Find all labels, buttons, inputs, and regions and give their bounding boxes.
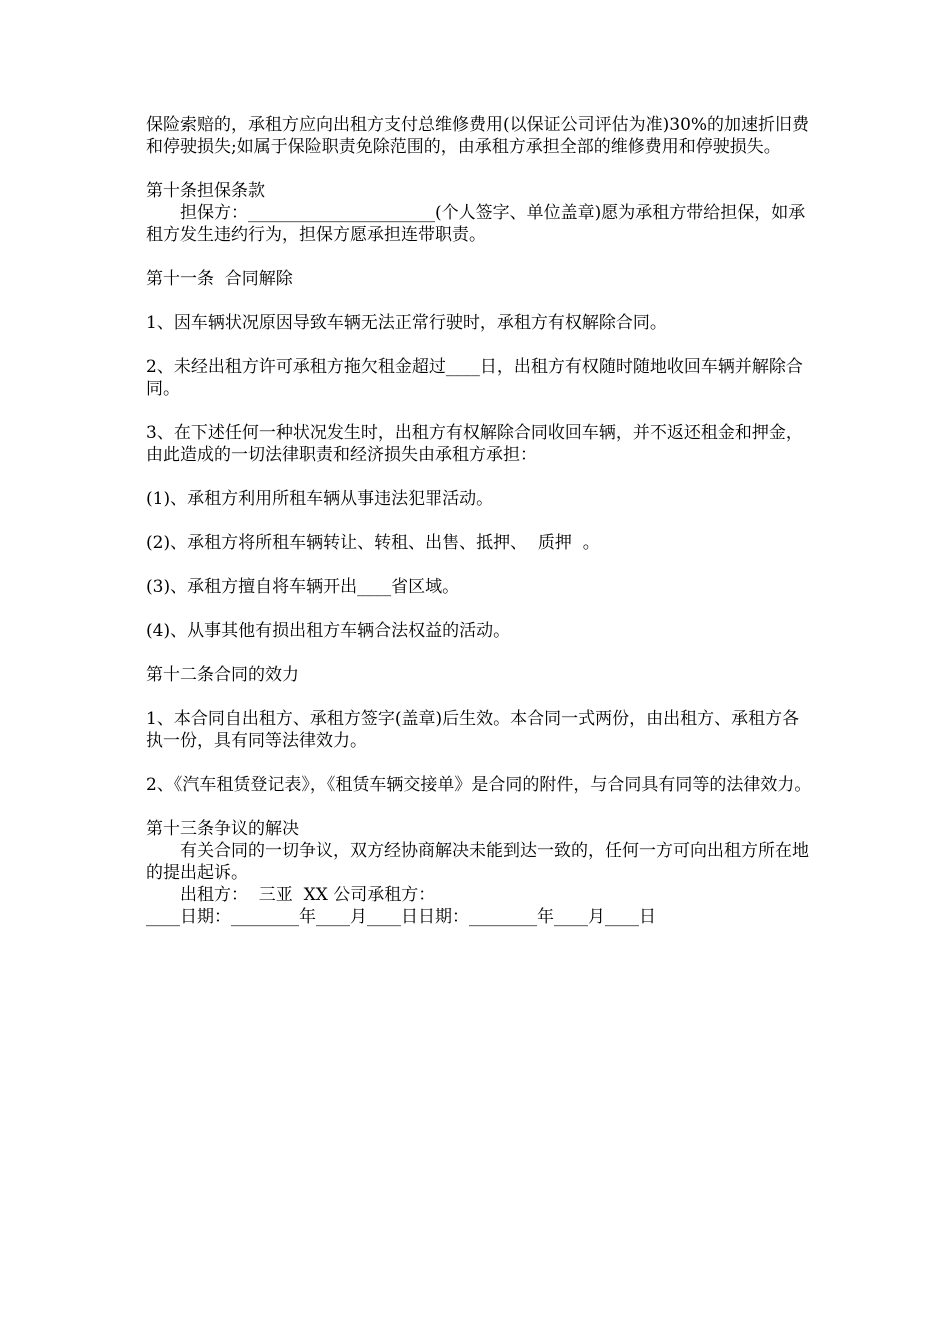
- article-11-title: 第十一条 合同解除: [146, 269, 293, 289]
- article-13-body: 有关合同的一切争议，双方经协商解决未能到达一致的，任何一方可向出租方所在地的提出起诉。: [146, 841, 809, 883]
- paragraph-insurance-claim: 保险索赔的，承租方应向出租方支付总维修费用(以保证公司评估为准)30%的加速折旧费和停驶损失;如属于保险职责免除范围的，由承租方承担全部的维修费用和停驶损失。: [146, 115, 810, 157]
- article-12-clause-2: 2、《汽车租赁登记表》，《租赁车辆交接单》是合同的附件，与合同具有同等的法律效力。: [146, 775, 812, 795]
- article-11-clause-3: 3、在下述任何一种状况发生时，出租方有权解除合同收回车辆，并不返还租金和押金，由此造成的一切法律职责和经济损失由承租方承担：: [146, 423, 803, 465]
- article-12-clause-1: 1、本合同自出租方、承租方签字(盖章)后生效。本合同一式两份，由出租方、承租方各执一份，具有同等法律效力。: [146, 709, 800, 751]
- article-13-title: 第十三条争议的解决: [146, 819, 299, 839]
- article-10-body: 担保方：______________________(个人签字、单位盖章)愿为承租方带给担保，如承租方发生违约行为，担保方愿承担连带职责。: [146, 203, 806, 245]
- article-11-clause-3-item-2: (2)、承租方将所租车辆转让、转租、出售、抵押、 质押 。: [146, 533, 600, 553]
- article-11-clause-3-item-4: (4)、从事其他有损出租方车辆合法权益的活动。: [146, 621, 511, 641]
- article-12-title: 第十二条合同的效力: [146, 665, 299, 685]
- document-page: [146, 114, 816, 928]
- article-11-clause-3-item-3: (3)、承租方擅自将车辆开出____省区域。: [146, 577, 460, 597]
- article-11-clause-3-item-1: (1)、承租方利用所租车辆从事违法犯罪活动。: [146, 489, 494, 509]
- article-10-title: 第十条担保条款: [146, 181, 265, 201]
- article-11-clause-1: 1、因车辆状况原因导致车辆无法正常行驶时，承租方有权解除合同。: [146, 313, 667, 333]
- article-11-clause-2: 2、未经出租方许可承租方拖欠租金超过____日，出租方有权随时随地收回车辆并解除合同。: [146, 357, 803, 399]
- signature-line: 出租方： 三亚 XX 公司承租方：: [180, 885, 436, 905]
- date-line: ____日期：________年____月____日日期：________年____月____日: [146, 907, 656, 927]
